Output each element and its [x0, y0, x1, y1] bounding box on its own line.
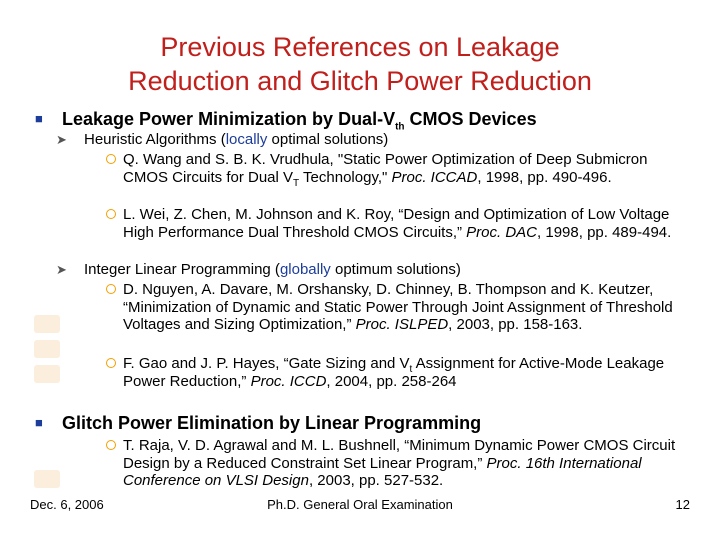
ref-text: L. Wei, Z. Chen, M. Johnson and K. Roy, “Design and Optimization of Low Voltage High Performance Dual Threshold CMOS Circuits,” — [123, 206, 670, 241]
reference-text — [104, 437, 694, 490]
watermark-decoration — [34, 340, 60, 358]
watermark-decoration — [34, 315, 60, 333]
reference-item — [104, 437, 694, 490]
footer-title: Ph.D. General Oral Examination — [267, 497, 453, 512]
circle-bullet-icon — [106, 154, 116, 164]
reference-item — [104, 355, 694, 390]
highlight-word: globally — [279, 261, 331, 278]
arrow-bullet-icon: ➤ — [56, 262, 67, 277]
ref-text: , 2004, pp. 258-264 — [326, 372, 457, 390]
ref-text: , 1998, pp. 490-496. — [477, 168, 612, 186]
ref-venue: Proc. ICCAD — [391, 168, 478, 186]
square-bullet-icon: ■ — [35, 111, 43, 126]
ref-text: Assignment for Active-Mode Leakage Power Reduction,” — [123, 355, 665, 390]
circle-bullet-icon — [106, 358, 116, 368]
ref-venue: Proc. ISLPED — [355, 316, 449, 333]
reference-text — [104, 151, 694, 189]
heading-text: CMOS Devices — [404, 109, 537, 129]
reference-item — [104, 151, 694, 189]
section-heading-text — [62, 108, 537, 133]
square-bullet-icon: ■ — [35, 415, 43, 430]
ref-text: Technology," — [299, 168, 392, 186]
arrow-bullet-icon: ➤ — [56, 132, 67, 147]
reference-item — [104, 281, 694, 334]
slide-title — [40, 30, 680, 98]
reference-text — [104, 281, 694, 334]
reference-text — [104, 355, 694, 390]
circle-bullet-icon — [106, 284, 116, 294]
heading-text: Leakage Power Minimization by Dual-V — [62, 109, 396, 129]
reference-text — [104, 206, 694, 241]
watermark-decoration — [34, 365, 60, 383]
ref-text: , 2003, pp. 527-532. — [308, 472, 444, 489]
ref-venue: Proc. ICCD — [250, 372, 327, 390]
ref-text: F. Gao and J. P. Hayes, “Gate Sizing and V — [123, 355, 410, 372]
watermark-decoration — [34, 470, 60, 488]
reference-item — [104, 206, 694, 241]
ref-venue: Proc. 16th International Conference on VLSI Design — [123, 454, 642, 489]
page-number: 12 — [675, 497, 690, 512]
subsection-text: optimal solutions) — [267, 131, 389, 148]
subsection-text: Heuristic Algorithms ( — [84, 131, 226, 148]
subsection-ilp — [56, 260, 461, 279]
title-line-1: Previous References on Leakage — [160, 32, 560, 62]
ref-text: D. Nguyen, A. Davare, M. Orshansky, D. Chinney, B. Thompson and K. Keutzer, “Minimization of Dynamic and Static Power Through Joint Assignment of Threshold Voltages and Sizing Optimization,” — [123, 281, 673, 333]
ref-subscript: t — [409, 364, 413, 375]
ref-text: , 2003, pp. 158-163. — [448, 316, 583, 333]
footer-date: Dec. 6, 2006 — [30, 497, 104, 512]
subsection-heuristic — [56, 130, 389, 149]
circle-bullet-icon — [106, 209, 116, 219]
circle-bullet-icon — [106, 440, 116, 450]
ref-text: Q. Wang and S. B. K. Vrudhula, "Static Power Optimization of Deep Submicron CMOS Circuits for Dual V — [123, 151, 648, 186]
title-line-2: Reduction and Glitch Power Reduction — [128, 66, 592, 96]
subsection-text: Integer Linear Programming ( — [84, 261, 280, 278]
ref-subscript: T — [293, 177, 300, 189]
section-heading-text: Glitch Power Elimination by Linear Programming — [62, 413, 482, 433]
highlight-word: locally — [225, 131, 268, 148]
ref-text: T. Raja, V. D. Agrawal and M. L. Bushnell, “Minimum Dynamic Power CMOS Circuit Design by a Reduced Constraint Set Linear Program,” — [123, 437, 676, 472]
subsection-text: optimum solutions) — [330, 261, 461, 278]
ref-venue: Proc. DAC — [466, 223, 538, 241]
ref-text: , 1998, pp. 489-494. — [537, 223, 672, 241]
heading-subscript: th — [395, 121, 405, 133]
